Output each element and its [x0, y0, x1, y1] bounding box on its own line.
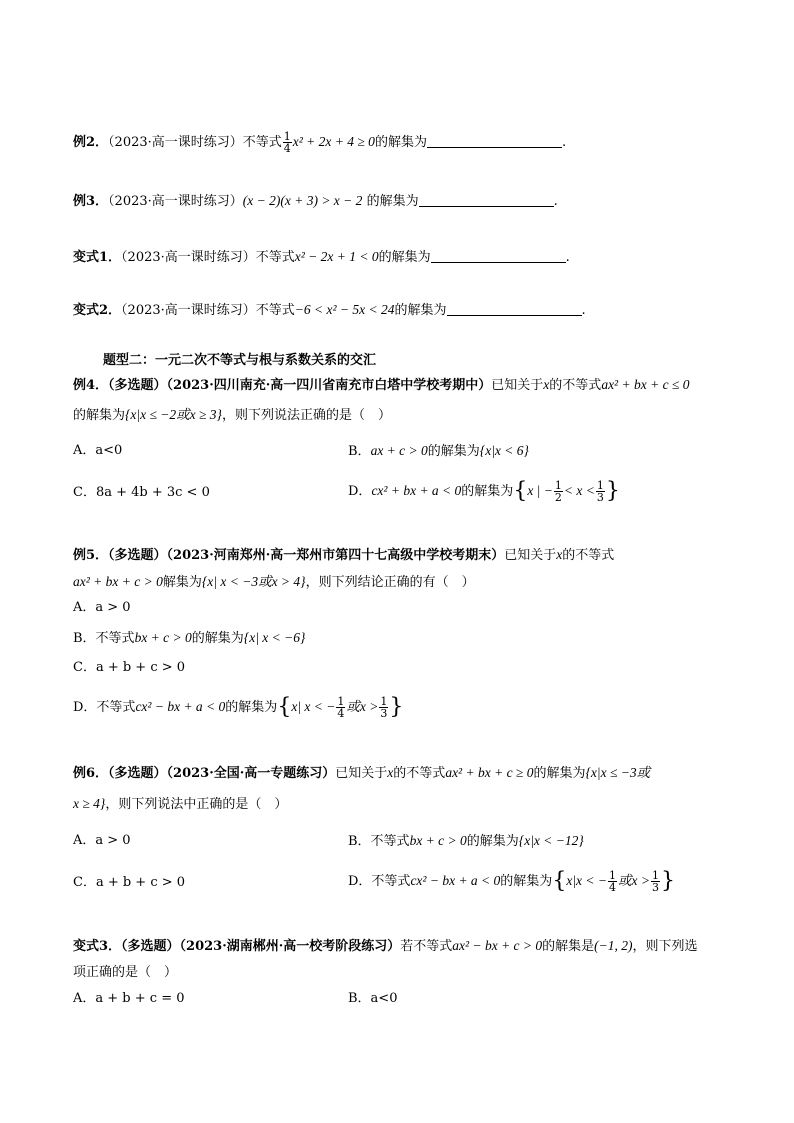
set-body: < x <: [563, 483, 595, 498]
solution-interval: (−1, 2): [594, 938, 633, 953]
example-label: 例6．（多选题）（2023·全国·高一专题练习）: [73, 766, 336, 781]
brace-left: {: [552, 868, 567, 894]
brace-right: }: [660, 868, 675, 894]
inequality-math: ax² + bx + c ≤ 0: [601, 377, 690, 392]
fraction-third: $\frac{1}{3}$: [596, 479, 604, 504]
inequality-math: x² − 2x + 1 < 0: [294, 249, 379, 264]
option-b[interactable]: B．a<0: [348, 991, 398, 1006]
option-text: 的解集为: [500, 874, 553, 889]
option-set: {x|x < 6}: [479, 443, 529, 458]
brace-right: }: [605, 478, 620, 504]
option-math: cx² − bx + a < 0: [135, 699, 226, 714]
fraction-quarter: $\frac{1}{4}$: [608, 869, 616, 894]
example-4-line1: [73, 376, 689, 395]
stem-text: ，则下列选: [632, 939, 698, 954]
option-d[interactable]: [348, 480, 620, 503]
example-label: 例4．（多选题）（2023·四川南充·高一四川省南充市白塔中学校考期中）: [73, 378, 492, 393]
set-body: 或x >: [346, 699, 379, 714]
option-letter: B．: [348, 444, 371, 459]
option-c[interactable]: C．8a + 4b + 3c < 0: [73, 485, 210, 500]
fraction-half: $\frac{1}{2}$: [554, 479, 562, 504]
stem-text: 若不等式: [400, 939, 453, 954]
option-text: 的解集为: [225, 700, 278, 715]
example-2: [73, 131, 566, 154]
option-d[interactable]: [73, 696, 403, 719]
stem-text: 的不等式: [393, 766, 446, 781]
fraction-one-quarter: $\frac{1}{4}$: [283, 130, 291, 155]
inequality-math: ax² + bx + c > 0: [73, 574, 163, 589]
option-math: ax + c > 0: [370, 443, 428, 458]
variant-label: 变式3．（多选题）（2023·湖南郴州·高一校考阶段练习）: [73, 939, 401, 954]
option-a[interactable]: A．a > 0: [73, 833, 131, 848]
set-body: 或x >: [617, 873, 650, 888]
period: .: [565, 250, 570, 265]
option-a[interactable]: A．a<0: [73, 443, 123, 458]
set-body: x| x < −: [291, 699, 336, 714]
stem-text: 的解集为: [73, 408, 126, 423]
option-a[interactable]: A．a + b + c = 0: [73, 991, 185, 1006]
stem-text: 的不等式: [549, 378, 602, 393]
stem-text: ，则下列说法中正确的是（ ）: [105, 797, 288, 812]
variable-x: x: [543, 377, 550, 392]
variable-x: x: [556, 547, 563, 562]
option-math: cx² + bx + a < 0: [371, 483, 462, 498]
option-letter: D．不等式: [73, 700, 136, 715]
stem-text: 的解集为: [533, 766, 586, 781]
answer-blank[interactable]: [431, 250, 566, 263]
option-text: 的解集为: [466, 834, 519, 849]
brace-right: }: [389, 694, 404, 720]
variant-2: [73, 301, 586, 320]
option-set: {x| x < −6}: [243, 630, 306, 645]
solution-set: {x| x < −3或x > 4}: [201, 574, 306, 589]
example-label: 例5．（多选题）（2023·河南郑州·高一郑州市第四十七高级中学校考期末）: [73, 548, 505, 563]
solution-set: {x|x ≤ −3或: [585, 765, 651, 780]
source-note: （2023·高一课时练习）不等式: [121, 250, 295, 265]
stem-text: 已知关于: [335, 766, 388, 781]
stem-text: 解集为: [162, 575, 202, 590]
option-b[interactable]: [348, 832, 584, 851]
period: .: [561, 135, 567, 150]
option-d[interactable]: [348, 870, 675, 893]
fraction-third: $\frac{1}{3}$: [651, 869, 659, 894]
solution-set: {x|x ≤ −2或x ≥ 3}: [125, 407, 222, 422]
option-b[interactable]: [348, 442, 529, 461]
stem-text: 的不等式: [562, 548, 615, 563]
period: .: [581, 303, 586, 318]
option-math: bx + c > 0: [134, 630, 192, 645]
solution-text: 的解集为: [378, 250, 431, 265]
answer-blank[interactable]: [419, 194, 554, 207]
fraction-quarter: $\frac{1}{4}$: [337, 695, 345, 720]
source-note: （2023·高一课时练习）不等式: [108, 135, 282, 150]
option-math: cx² − bx + a < 0: [410, 873, 501, 888]
brace-left: {: [277, 694, 292, 720]
option-text: 的解集为: [427, 444, 480, 459]
source-note: （2023·高一课时练习）: [108, 194, 243, 209]
example-6-line1: [73, 764, 650, 783]
source-note: （2023·高一课时练习）不等式: [121, 303, 295, 318]
option-c[interactable]: C．a + b + c > 0: [73, 875, 186, 890]
example-label: 例3．: [73, 194, 109, 209]
option-a[interactable]: A．a > 0: [73, 600, 131, 615]
section-title: 题型二：一元二次不等式与根与系数关系的交汇: [103, 353, 377, 368]
inequality-math: (x − 2)(x + 3) > x − 2: [242, 193, 363, 208]
inequality-math: x² + 2x + 4 ≥ 0: [292, 134, 375, 149]
example-label: 例2．: [73, 135, 109, 150]
stem-text: 已知关于: [491, 378, 544, 393]
variant-label: 变式2．: [73, 303, 122, 318]
stem-text: 已知关于: [504, 548, 557, 563]
stem-text: ，则下列说法正确的是（ ）: [221, 408, 391, 423]
option-letter: B．不等式: [73, 631, 135, 646]
answer-blank[interactable]: [427, 135, 562, 148]
stem-text: ，则下列结论正确的有（ ）: [305, 575, 475, 590]
option-letter: B．不等式: [348, 834, 410, 849]
option-c[interactable]: C．a + b + c > 0: [73, 660, 186, 675]
solution-set: x ≥ 4}: [73, 796, 106, 811]
inequality-math: ax² + bx + c ≥ 0: [445, 765, 534, 780]
variable-x: x: [387, 765, 394, 780]
set-body: x|x < −: [566, 873, 607, 888]
option-letter: D．: [348, 484, 372, 499]
example-5-line2: [73, 573, 475, 592]
variant-1: [73, 248, 570, 267]
option-math: bx + c > 0: [409, 833, 467, 848]
brace-left: {: [513, 478, 528, 504]
option-letter: D．不等式: [348, 874, 411, 889]
example-5-line1: [73, 546, 614, 565]
inequality-math: −6 < x² − 5x < 24: [294, 302, 395, 317]
option-b[interactable]: [73, 629, 305, 648]
option-text: 的解集为: [191, 631, 244, 646]
option-text: 的解集为: [461, 484, 514, 499]
answer-blank[interactable]: [447, 303, 582, 316]
period: .: [553, 194, 558, 209]
example-3: [73, 192, 558, 211]
example-6-line2: [73, 795, 287, 814]
set-body: x | −: [527, 483, 553, 498]
solution-text: 的解集为: [366, 194, 419, 209]
variant-3-line2: 项正确的是（ ）: [73, 965, 178, 980]
inequality-math: ax² − bx + c > 0: [452, 938, 543, 953]
example-4-line2: [73, 406, 391, 425]
option-set: {x|x < −12}: [518, 833, 584, 848]
solution-text: 的解集为: [374, 135, 427, 150]
stem-text: 的解集是: [542, 939, 595, 954]
variant-label: 变式1．: [73, 250, 122, 265]
variant-3-line1: [73, 937, 698, 956]
solution-text: 的解集为: [394, 303, 447, 318]
fraction-third: $\frac{1}{3}$: [380, 695, 388, 720]
